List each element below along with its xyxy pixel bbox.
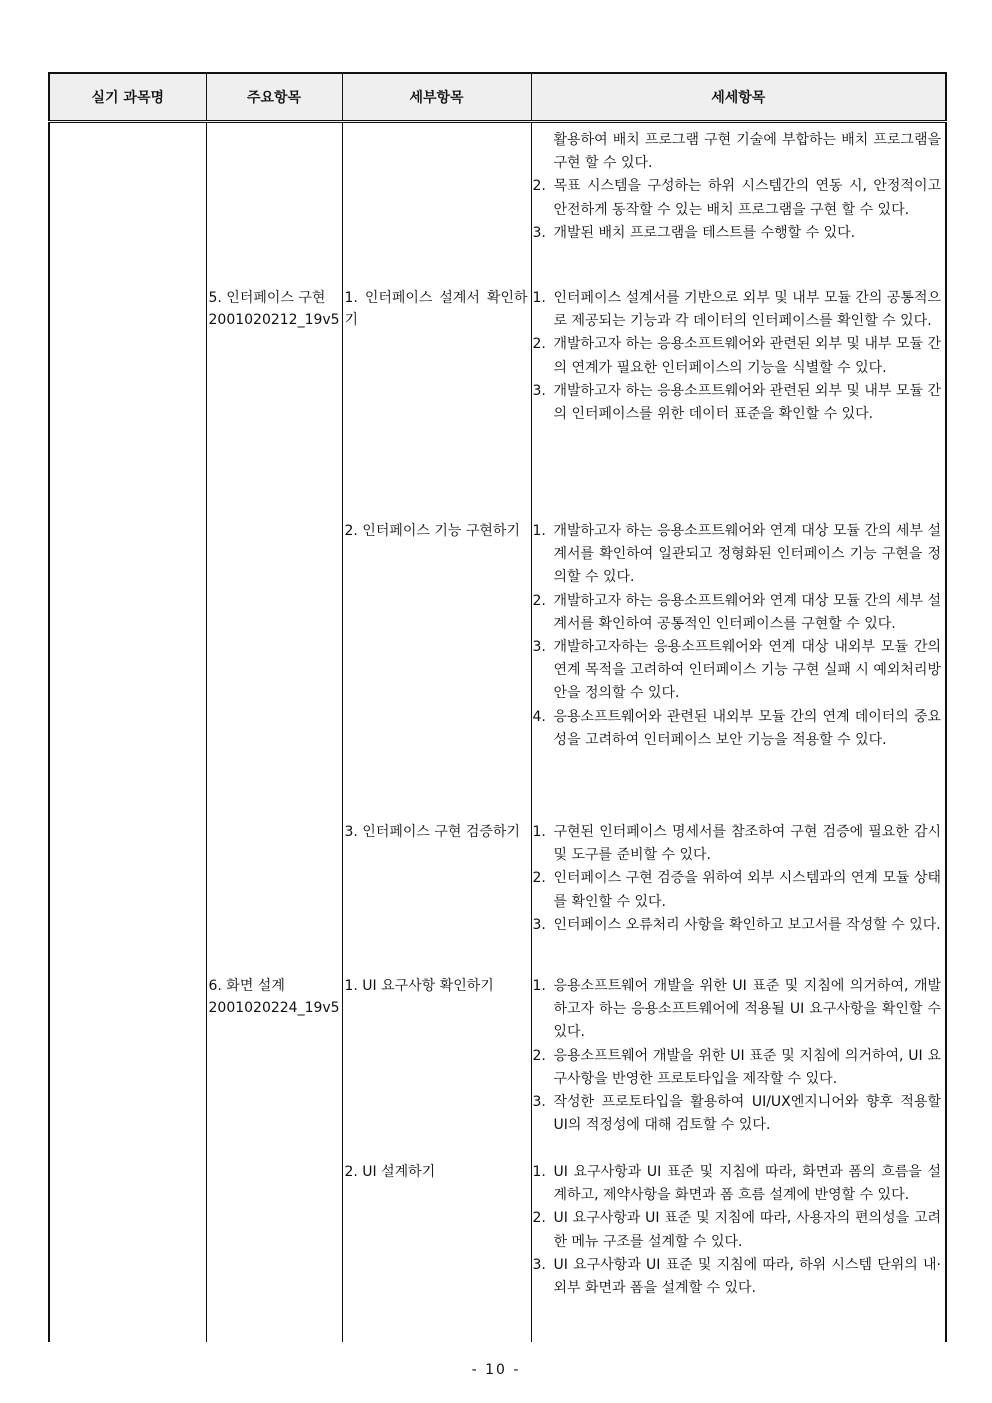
detail-line: 4. 응용소프트웨어와 관련된 내외부 모듈 간의 연계 데이터의 중요성을 고려하여 인터페이스 보안 기능을 적용할 수 있다. [532,708,941,748]
detail-list [532,287,946,520]
main-item-code: 2001020224_19v5 [208,1000,340,1016]
page-number: - 10 - [471,1362,521,1378]
detail-line: 3. UI 요구사항과 UI 표준 및 지침에 따라, 하위 시스템 단위의 내·외부 화면과 폼을 설계할 수 있다. [532,1256,941,1297]
detail-line: 2. 개발하고자 하는 응용소프트웨어와 관련된 외부 및 내부 모듈 간의 연계가 필요한 인터페이스의 기능을 식별할 수 있다. [532,336,941,376]
detail-line: 1. 개발하고자 하는 응용소프트웨어와 연계 대상 모듈 간의 세부 설계서를 확인하여 일관되고 정형화된 인터페이스 기능 구현을 정의할 수 있다. [532,523,941,586]
main-item [207,975,342,1019]
main-item [207,287,342,975]
detail-list [532,123,946,287]
detail-list [532,1161,946,1300]
detail-line: 2. 응용소프트웨어 개발을 위한 UI 표준 및 지침에 의거하여, UI 요구사항을 반영한 프로토타입을 제작할 수 있다. [532,1047,941,1087]
detail-list [532,821,946,975]
sub-item: 1. 인터페이스 설계서 확인하기 [344,290,528,328]
detail-line: 2. 인터페이스 구현 검증을 위하여 외부 시스템과의 연계 모듈 상태를 확인할 수 있다. [532,870,941,910]
detail-line: 3. 개발된 배치 프로그램을 테스트를 수행할 수 있다. [532,224,856,241]
header-subject: 실기 과목명 [49,73,206,122]
main-item-title: 6. 화면 설계 [208,978,285,994]
header-main-item: 주요항목 [206,73,342,122]
detail-list [532,520,946,821]
detail-line: 활용하여 배치 프로그램 구현 기술에 부합하는 배치 프로그램을 구현 할 수 있다. [553,132,941,172]
detail-line: 1. 응용소프트웨어 개발을 위한 UI 표준 및 지침에 의거하여, 개발하고자 하는 응용소프트웨어에 적용될 UI 요구사항을 확인할 수 있다. [532,978,941,1041]
exam-criteria-table [48,72,947,1342]
detail-line: 3. 개발하고자 하는 응용소프트웨어와 관련된 외부 및 내부 모듈 간의 인터페이스를 위한 데이터 표준을 확인할 수 있다. [532,382,941,423]
main-item-code: 2001020212_19v5 [208,312,340,328]
detail-list [532,975,946,1161]
sub-item: 2. UI 설계하기 [344,1164,436,1180]
table-body-row [49,122,946,1343]
subject-cell [49,122,206,1343]
detail-line: 3. 개발하고자하는 응용소프트웨어와 연계 대상 내외부 모듈 간의 연계 목적을 고려하여 인터페이스 기능 구현 실패 시 예외처리방안을 정의할 수 있다. [532,639,941,702]
detail-line: 1. UI 요구사항과 UI 표준 및 지침에 따라, 화면과 폼의 흐름을 설계하고, 제약사항을 화면과 폼 흐름 설계에 반영할 수 있다. [532,1164,941,1204]
detail-item-cell [531,122,946,1343]
detail-line: 2. UI 요구사항과 UI 표준 및 지침에 따라, 사용자의 편의성을 고려한 메뉴 구조를 설계할 수 있다. [532,1210,941,1250]
detail-line: 3. 인터페이스 오류처리 사항을 확인하고 보고서를 작성할 수 있다. [532,916,941,933]
detail-line: 2. 목표 시스템을 구성하는 하위 시스템간의 연동 시, 안정적이고 안전하게 동작할 수 있는 배치 프로그램을 구현 할 수 있다. [532,178,941,218]
sub-item-cell [342,122,531,1343]
sub-item: 1. UI 요구사항 확인하기 [344,978,494,994]
detail-line: 2. 개발하고자 하는 응용소프트웨어와 연계 대상 모듈 간의 세부 설계서를 확인하여 공통적인 인터페이스를 구현할 수 있다. [532,592,941,632]
header-detail-item: 세세항목 [531,73,946,122]
sub-item: 2. 인터페이스 기능 구현하기 [344,523,520,539]
detail-line: 1. 구현된 인터페이스 명세서를 참조하여 구현 검증에 필요한 감시 및 도구를 준비할 수 있다. [532,824,941,864]
detail-line: 1. 인터페이스 설계서를 기반으로 외부 및 내부 모듈 간의 공통적으로 제공되는 기능과 각 데이터의 인터페이스를 확인할 수 있다. [532,290,941,330]
table-header-row [49,73,946,122]
main-item-title: 5. 인터페이스 구현 [208,290,326,306]
sub-item: 3. 인터페이스 구현 검증하기 [344,824,520,840]
detail-line: 3. 작성한 프로토타입을 활용하여 UI/UX엔지니어와 향후 적용할 UI의 적정성에 대해 검토할 수 있다. [532,1094,941,1134]
header-sub-item: 세부항목 [342,73,531,122]
main-item-cell [206,122,342,1343]
